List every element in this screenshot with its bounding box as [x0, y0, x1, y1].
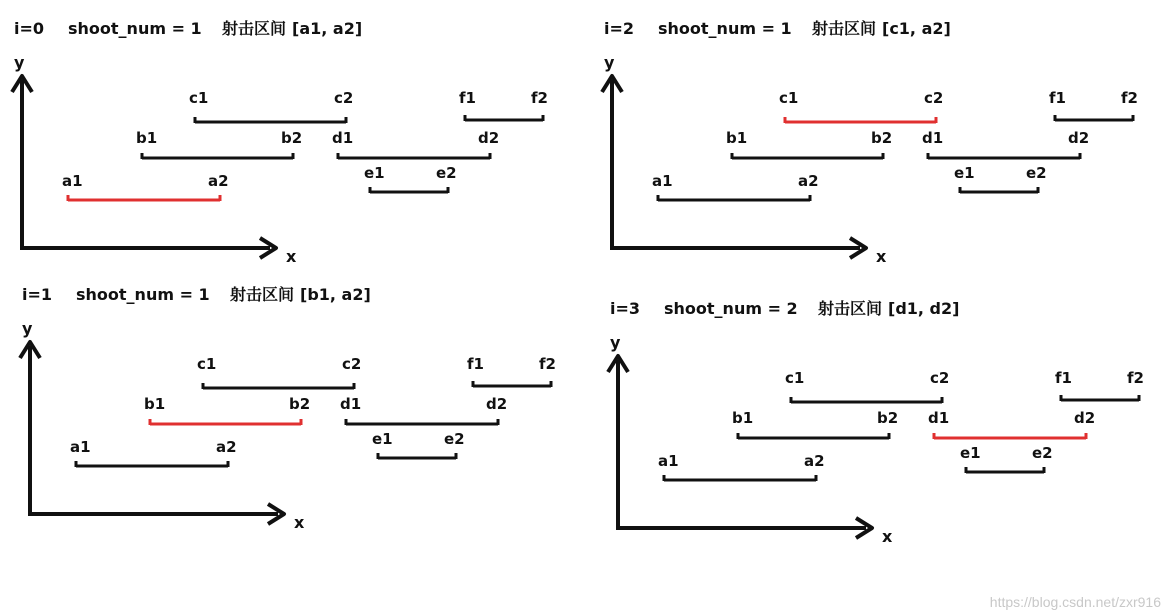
interval-a-start-label: a1 [62, 172, 83, 190]
interval-a-start-label: a1 [652, 172, 673, 190]
panel-i2 [602, 19, 1138, 266]
interval-a-end-label: a2 [798, 172, 819, 190]
interval-d [928, 409, 1095, 439]
interval-c-start-label: c1 [779, 89, 799, 107]
panel-header [604, 19, 951, 38]
range-label: 射击区间 [812, 19, 877, 38]
interval-d-start-label: d1 [928, 409, 950, 427]
interval-f-start-label: f1 [1049, 89, 1066, 107]
interval-c-start-label: c1 [189, 89, 209, 107]
iteration-label: i=1 [22, 285, 53, 304]
interval-c-end-label: c2 [930, 369, 950, 387]
shoot-num-label: shoot_num = 1 [68, 19, 202, 38]
interval-e-end-label: e2 [1032, 444, 1053, 462]
shoot-num-label: shoot_num = 1 [658, 19, 792, 38]
interval-d-end-label: d2 [1074, 409, 1096, 427]
interval-d-end-label: d2 [1068, 129, 1090, 147]
interval-a-end-label: a2 [216, 438, 237, 456]
x-axis-label: x [286, 247, 297, 266]
interval-b-start-label: b1 [136, 129, 158, 147]
interval-b-start-label: b1 [144, 395, 166, 413]
interval-a [652, 172, 819, 201]
interval-c [197, 355, 361, 389]
interval-a [658, 452, 825, 481]
interval-e [364, 164, 457, 193]
interval-f [459, 89, 548, 121]
interval-e [372, 430, 465, 459]
interval-f [1049, 89, 1138, 121]
interval-b-end-label: b2 [281, 129, 303, 147]
interval-e-end-label: e2 [1026, 164, 1047, 182]
interval-a-start-label: a1 [658, 452, 679, 470]
interval-d-start-label: d1 [922, 129, 944, 147]
range-value: [a1, a2] [292, 19, 363, 38]
y-axis-label: y [610, 333, 621, 352]
panel-i1 [20, 285, 556, 532]
interval-e-start-label: e1 [954, 164, 975, 182]
interval-b-end-label: b2 [877, 409, 899, 427]
interval-d [922, 129, 1089, 159]
interval-b [136, 129, 302, 159]
interval-e [954, 164, 1047, 193]
interval-c [189, 89, 353, 123]
interval-e-start-label: e1 [960, 444, 981, 462]
interval-b-end-label: b2 [289, 395, 311, 413]
interval-d-end-label: d2 [478, 129, 500, 147]
interval-a-end-label: a2 [208, 172, 229, 190]
interval-a [70, 438, 237, 467]
range-value: [b1, a2] [300, 285, 371, 304]
interval-f [1055, 369, 1144, 401]
interval-c-start-label: c1 [785, 369, 805, 387]
interval-a-end-label: a2 [804, 452, 825, 470]
interval-e-end-label: e2 [436, 164, 457, 182]
interval-c [779, 89, 943, 123]
interval-f-end-label: f2 [539, 355, 556, 373]
interval-b [144, 395, 310, 425]
interval-c-start-label: c1 [197, 355, 217, 373]
interval-b [732, 409, 898, 439]
y-axis-label: y [22, 319, 33, 338]
panel-i3 [608, 299, 1144, 546]
interval-e [960, 444, 1053, 473]
x-axis-label: x [294, 513, 305, 532]
interval-c-end-label: c2 [342, 355, 362, 373]
panel-header [22, 285, 371, 304]
interval-c-end-label: c2 [924, 89, 944, 107]
interval-e-start-label: e1 [364, 164, 385, 182]
shoot-num-label: shoot_num = 1 [76, 285, 210, 304]
y-axis-label: y [604, 53, 615, 72]
interval-c-end-label: c2 [334, 89, 354, 107]
range-label: 射击区间 [818, 299, 883, 318]
panel-header [610, 299, 959, 318]
iteration-label: i=3 [610, 299, 641, 318]
interval-c [785, 369, 949, 403]
interval-d-start-label: d1 [340, 395, 362, 413]
interval-f [467, 355, 556, 387]
shoot-num-label: shoot_num = 2 [664, 299, 798, 318]
range-value: [d1, d2] [888, 299, 960, 318]
interval-f-start-label: f1 [1055, 369, 1072, 387]
interval-f-end-label: f2 [531, 89, 548, 107]
iteration-label: i=0 [14, 19, 45, 38]
interval-e-start-label: e1 [372, 430, 393, 448]
panel-header [14, 19, 362, 38]
interval-f-end-label: f2 [1127, 369, 1144, 387]
interval-b-end-label: b2 [871, 129, 893, 147]
iteration-label: i=2 [604, 19, 635, 38]
interval-d-end-label: d2 [486, 395, 508, 413]
interval-a [62, 172, 229, 201]
x-axis-label: x [876, 247, 887, 266]
interval-b [726, 129, 892, 159]
interval-f-start-label: f1 [459, 89, 476, 107]
interval-e-end-label: e2 [444, 430, 465, 448]
range-label: 射击区间 [222, 19, 287, 38]
range-label: 射击区间 [230, 285, 295, 304]
interval-b-start-label: b1 [732, 409, 754, 427]
interval-f-end-label: f2 [1121, 89, 1138, 107]
interval-a-start-label: a1 [70, 438, 91, 456]
range-value: [c1, a2] [882, 19, 951, 38]
panel-i0 [12, 19, 548, 266]
interval-f-start-label: f1 [467, 355, 484, 373]
interval-b-start-label: b1 [726, 129, 748, 147]
interval-d [332, 129, 499, 159]
interval-d-start-label: d1 [332, 129, 354, 147]
watermark: https://blog.csdn.net/zxr916 [989, 594, 1161, 610]
interval-d [340, 395, 507, 425]
x-axis-label: x [882, 527, 893, 546]
y-axis-label: y [14, 53, 25, 72]
